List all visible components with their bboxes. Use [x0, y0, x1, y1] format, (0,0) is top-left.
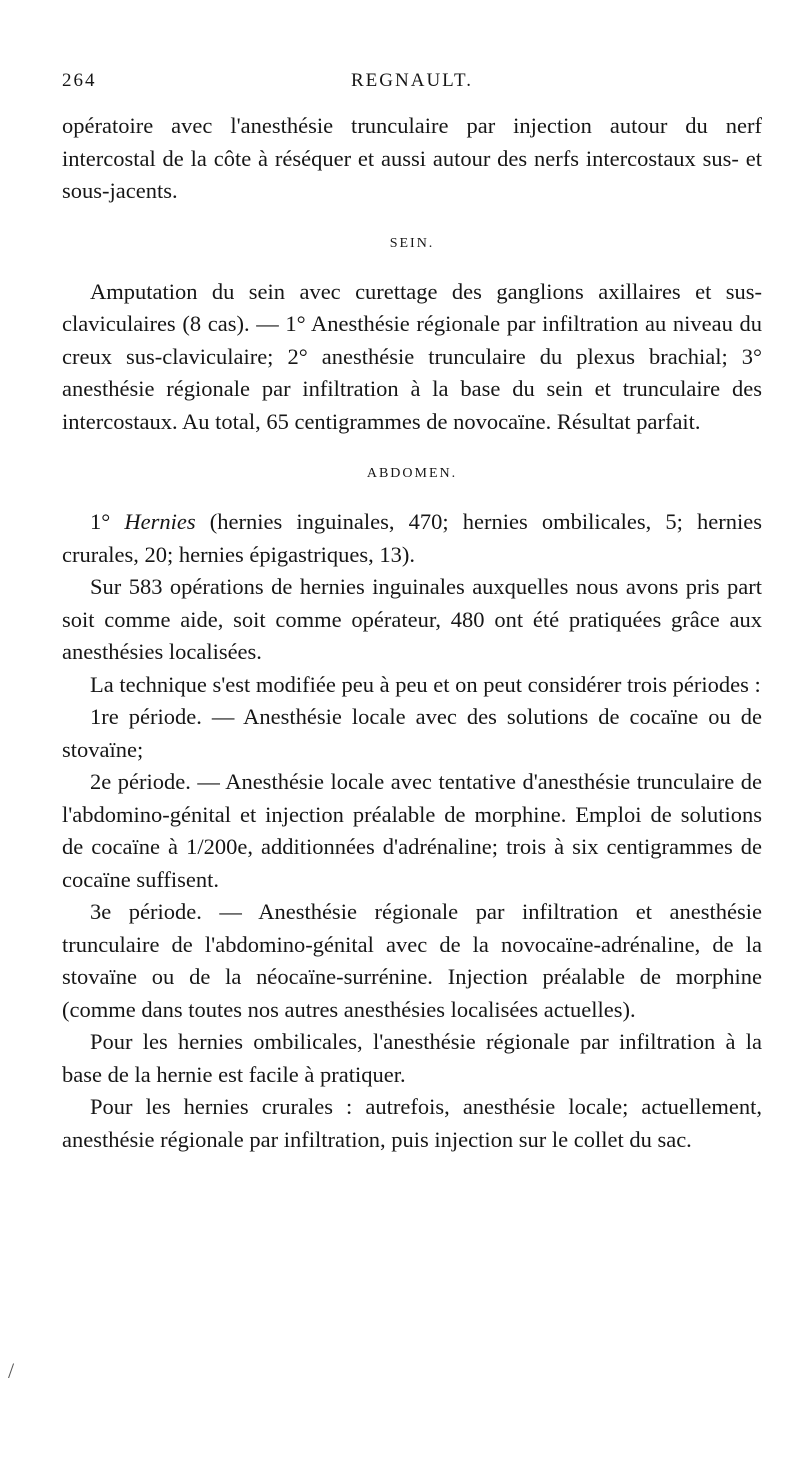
paragraph-continuation: opératoire avec l'anesthésie trunculaire par injection autour du nerf intercostal de la côte à réséquer et aussi autour des nerfs intercostaux sus- et sous-jacents. — [62, 113, 762, 203]
paragraph-period-2: 2e période. — Anesthésie locale avec tentative d'anesthésie trunculaire de l'abdomino-génital et injection préalable de morphine. Emploi de solutions de cocaïne à 1/200e, additionnées d'adrénaline; trois à six centigrammes de cocaïne suffisent. — [62, 769, 762, 892]
page-number: 264 — [62, 70, 97, 91]
paragraph-sein: Amputation du sein avec curettage des ganglions axillaires et sus-claviculaires (8 cas). — 1° Anesthésie régionale par infiltration au niveau du creux sus-claviculaire; 2° anesthésie trunculaire du plexus brachial; 3° anesthésie régionale par infiltration à la base du sein et trunculaire des intercostaux. Au total, 65 centigrammes de novocaïne. Résultat parfait. — [62, 278, 762, 434]
hernies-list: (hernies inguinales, 470; hernies ombilicales, 5; hernies crurales, 20; hernies épigastriques, 13). — [62, 509, 762, 567]
running-title: REGNAULT. — [351, 70, 473, 91]
paragraph-period-1: 1re période. — Anesthésie locale avec des solutions de cocaïne ou de stovaïne; — [62, 704, 762, 762]
paragraph-crurales: Pour les hernies crurales : autrefois, anesthésie locale; actuellement, anesthésie régionale par infiltration, puis injection sur le collet du sac. — [62, 1094, 762, 1152]
paragraph-operations: Sur 583 opérations de hernies inguinales auxquelles nous avons pris part soit comme aide, soit comme opérateur, 480 ont été pratiquées grâce aux anesthésies localisées. — [62, 574, 762, 664]
page-header — [62, 70, 762, 110]
margin-stray-mark: / — [8, 1358, 15, 1383]
paragraph-ombilicales: Pour les hernies ombilicales, l'anesthésie régionale par infiltration à la base de la hernie est facile à pratiquer. — [62, 1029, 762, 1087]
hernies-italic-label: Hernies — [124, 509, 196, 534]
section-heading-sein: SEIN. — [389, 235, 435, 251]
paragraph-hernies-intro — [62, 506, 762, 571]
section-heading-abdomen: ABDOMEN. — [366, 466, 458, 481]
document-page — [62, 70, 762, 1156]
paragraph-technique: La technique s'est modifiée peu à peu et on peut considérer trois périodes : — [90, 671, 761, 697]
hernies-number: 1° — [90, 509, 125, 534]
paragraph-period-3: 3e période. — Anesthésie régionale par infiltration et anesthésie trunculaire de l'abdomino-génital avec de la novocaïne-adrénaline, de la stovaïne ou de la néocaïne-surrénine. Injection préalable de morphine (comme dans toutes nos autres anesthésies localisées actuelles). — [62, 899, 762, 1022]
